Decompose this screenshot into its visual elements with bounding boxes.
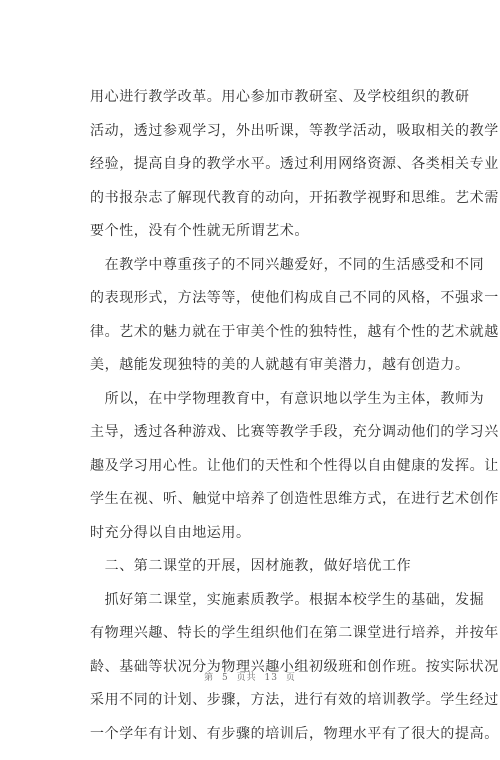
text-line: 的书报杂志了解现代教育的动向，开拓教学视野和思维。艺术需 <box>90 189 499 206</box>
text-line: 采用不同的计划、步骤，方法，进行有效的培训教学。学生经过 <box>90 692 499 708</box>
text-line: 美，越能发现独特的美的人就越有审美潜力，越有创造力。 <box>90 357 470 373</box>
footer-prefix: 第 <box>204 673 215 683</box>
section-heading: 二、第二课堂的开展，因材施教，做好培优工作 <box>90 558 412 574</box>
text-line: 的表现形式，方法等等，使他们构成自己不同的风格，不强求一 <box>90 290 499 306</box>
text-line: 律。艺术的魅力就在于审美个性的独特性，越有个性的艺术就越 <box>90 323 499 340</box>
text-line: 时充分得以自由地运用。 <box>90 524 251 541</box>
text-line: 经验，提高自身的教学水平。透过利用网络资源、各类相关专业 <box>90 156 499 172</box>
footer-suffix: 页 <box>285 673 296 683</box>
text-line: 用心进行教学改革。用心参加市教研室、及学校组织的教研 <box>90 89 470 105</box>
page-total: 13 <box>264 673 278 683</box>
text-line: 要个性，没有个性就无所谓艺术。 <box>90 223 309 239</box>
text-line: 活动，透过参观学习，外出听课，等教学活动，吸取相关的教学 <box>90 122 499 139</box>
page-footer <box>0 670 500 683</box>
text-line: 所以，在中学物理教育中，有意识地以学生为主体，教师为 <box>90 390 485 407</box>
text-line: 龄、基础等状况分为物理兴趣小组初级班和创作班。按实际状况 <box>90 658 499 675</box>
page-number: 5 <box>222 673 229 683</box>
text-line: 抓好第二课堂，实施素质教学。根据本校学生的基础，发掘 <box>90 591 485 608</box>
document-body <box>90 89 499 760</box>
text-line: 在教学中尊重孩子的不同兴趣爱好，不同的生活感受和不同 <box>90 256 485 273</box>
text-line: 主导，透过各种游戏、比赛等教学手段，充分调动他们的学习兴 <box>90 424 499 440</box>
text-line: 有物理兴趣、特长的学生组织他们在第二课堂进行培养，并按年 <box>90 625 499 641</box>
footer-middle: 页共 <box>236 673 257 683</box>
text-line: 学生在视、听、触觉中培养了创造性思维方式，在进行艺术创作 <box>90 491 499 507</box>
text-line: 一个学年有计划、有步骤的培训后，物理水平有了很大的提高。 <box>90 725 499 742</box>
text-line: 趣及学习用心性。让他们的天性和个性得以自由健康的发挥。让 <box>90 457 499 474</box>
